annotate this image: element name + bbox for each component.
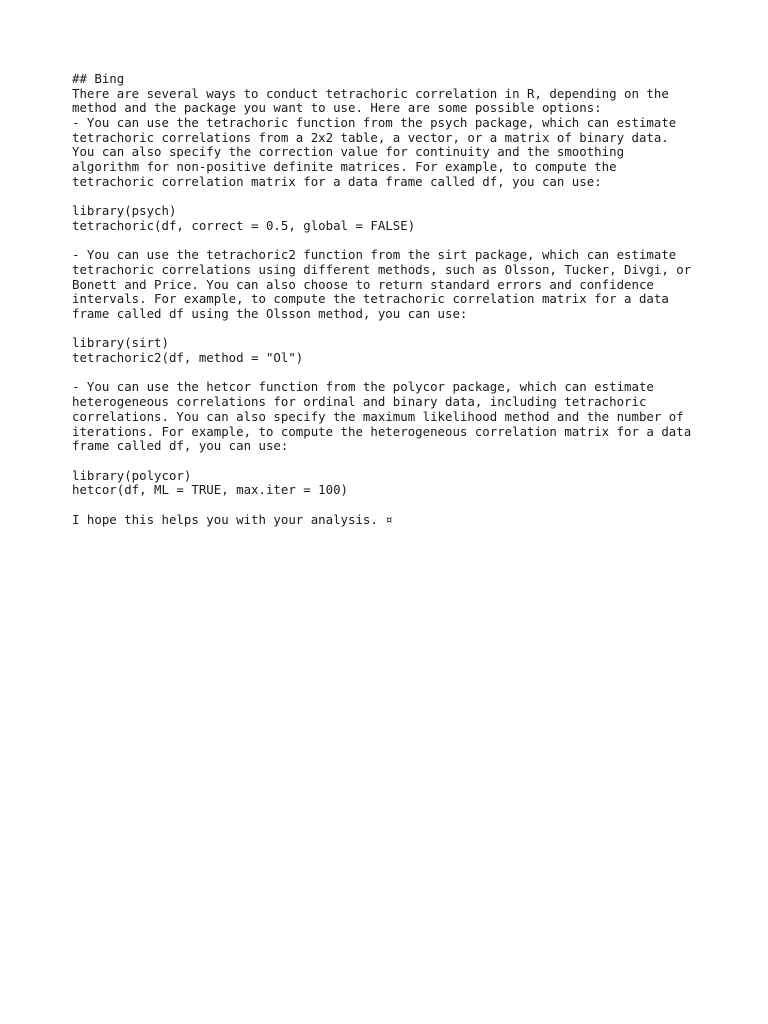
blank-line [72,498,712,513]
text-line: - You can use the tetrachoric2 function from the sirt package, which can estimate [72,247,677,263]
code-line: tetrachoric(df, correct = 0.5, global = FALSE) [72,217,416,233]
text-line: tetrachoric correlations using different methods, such as Olsson, Tucker, Divgi, or [72,261,692,277]
code-line: hetcor(df, ML = TRUE, max.iter = 100) [72,482,349,498]
code-line: library(psych) [72,203,177,219]
text-line: algorithm for non-positive definite matrices. For example, to compute the [72,159,617,175]
text-line: You can also specify the correction value for continuity and the smoothing [72,144,625,160]
text-line: tetrachoric correlations from a 2x2 table, a vector, or a matrix of binary data. [72,129,669,145]
text-line: method and the package you want to use. Here are some possible options: [72,100,602,116]
text-line: intervals. For example, to compute the tetrachoric correlation matrix for a data [72,291,669,307]
text-line: - You can use the hetcor function from the polycor package, which can estimate [72,379,654,395]
text-line: frame called df, you can use: [72,438,289,454]
closing-line: I hope this helps you with your analysis. ¤ [72,511,393,527]
text-line: heterogeneous correlations for ordinal and binary data, including tetrachoric [72,394,647,410]
blank-line [72,190,712,205]
heading: ## Bing [72,71,125,86]
text-line: correlations. You can also specify the maximum likelihood method and the number of [72,408,684,424]
code-line: library(sirt) [72,335,169,351]
document-body [72,72,712,527]
blank-line [72,366,712,381]
text-line: frame called df using the Olsson method, you can use: [72,306,468,321]
blank-line [72,322,712,337]
text-line: Bonett and Price. You can also choose to return standard errors and confidence [72,276,654,292]
blank-line [72,454,712,469]
code-line: library(polycor) [72,467,192,483]
text-line: There are several ways to conduct tetrachoric correlation in R, depending on the [72,85,669,101]
text-line: tetrachoric correlation matrix for a data frame called df, you can use: [72,173,602,189]
text-line: - You can use the tetrachoric function from the psych package, which can estimate [72,115,677,131]
blank-line [72,234,712,249]
code-line: tetrachoric2(df, method = "Ol") [72,350,304,366]
text-line: iterations. For example, to compute the heterogeneous correlation matrix for a data [72,423,692,439]
